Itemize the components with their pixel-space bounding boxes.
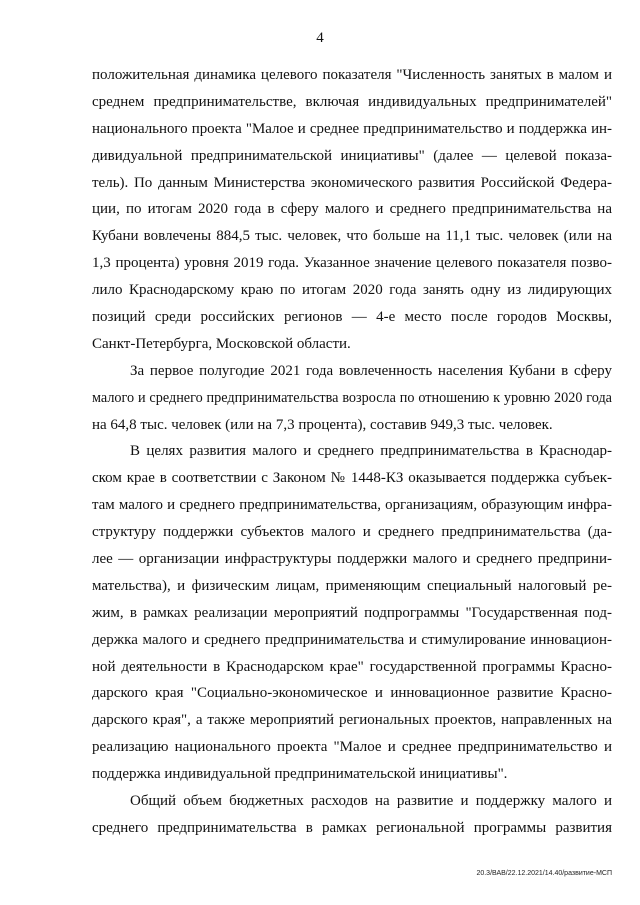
text-line: положительная динамика целевого показателя "Численность занятых в малом и (92, 67, 612, 83)
text-line: За первое полугодие 2021 года вовлеченность населения Кубани в сферу (130, 362, 612, 379)
text-line: дивидуальной предпринимательской инициативы" (далее — целевой показа- (92, 147, 612, 164)
text-line: там малого и среднего предпринимательства, организациям, образующим инфра- (92, 497, 612, 514)
text-line: национального проекта "Малое и среднее предпринимательство и поддержка ин- (92, 120, 612, 137)
text-line: тель). По данным Министерства экономического развития Российской Федера- (92, 174, 612, 191)
text-line: лило Краснодарскому краю по итогам 2020 года занять одну из лидирующих (92, 282, 612, 299)
text-line: позиций среди российских регионов — 4-е место после городов Москвы, (92, 309, 612, 326)
document-footer-code: 20.3/ВАВ/22.12.2021/14.40/развитие-МСП (476, 870, 612, 877)
text-line: Санкт-Петербурга, Московской области. (92, 335, 351, 352)
text-line: Общий объем бюджетных расходов на развитие и поддержку малого и (130, 793, 612, 810)
text-line: дарского края", а также мероприятий региональных проектов, направленных на (92, 712, 612, 729)
text-line: структуру поддержки субъектов малого и среднего предпринимательства (да- (92, 524, 612, 541)
text-line: лее — организации инфраструктуры поддержки малого и среднего предприни- (92, 551, 612, 568)
document-body (92, 62, 612, 842)
text-line: жим, в рамках реализации мероприятий подпрограммы "Государственная под- (92, 604, 612, 621)
paragraph-3 (92, 438, 612, 788)
page-number: 4 (316, 30, 324, 46)
text-line: держка малого и среднего предпринимательства и стимулирование инновацион- (92, 631, 612, 648)
text-line: 1,3 процента) уровня 2019 года. Указанное значение целевого показателя позво- (92, 255, 612, 272)
text-line: ском крае в соответствии с Законом № 1448-КЗ оказывается поддержка субъек- (92, 470, 612, 487)
paragraph-2 (92, 358, 612, 439)
text-line: дарского края "Социально-экономическое и инновационное развитие Красно- (92, 685, 612, 702)
text-line: ции, по итогам 2020 года в сферу малого и среднего предпринимательства на (92, 201, 612, 218)
text-line: среднего предпринимательства в рамках региональной программы развития (92, 819, 612, 836)
text-line: В целях развития малого и среднего предпринимательства в Краснодар- (130, 443, 612, 460)
text-line: малого и среднего предпринимательства возросла по отношению к уровню 2020 года (92, 389, 612, 406)
text-line: реализацию национального проекта "Малое и среднее предпринимательство и (92, 739, 612, 756)
text-line: Кубани вовлечены 884,5 тыс. человек, что больше на 11,1 тыс. человек (или на (92, 228, 612, 245)
text-line: на 64,8 тыс. человек (или на 7,3 процента), составив 949,3 тыс. человек. (92, 416, 553, 433)
text-line: мательства), и физическим лицам, применяющим специальный налоговый ре- (92, 577, 612, 594)
text-line: ной деятельности в Краснодарском крае" государственной программы Красно- (92, 658, 612, 675)
paragraph-4 (92, 788, 612, 842)
text-line: среднем предпринимательстве, включая индивидуальных предпринимателей" (92, 93, 612, 110)
text-line: поддержка индивидуальной предпринимательской инициативы". (92, 766, 508, 783)
paragraph-1 (92, 62, 612, 358)
